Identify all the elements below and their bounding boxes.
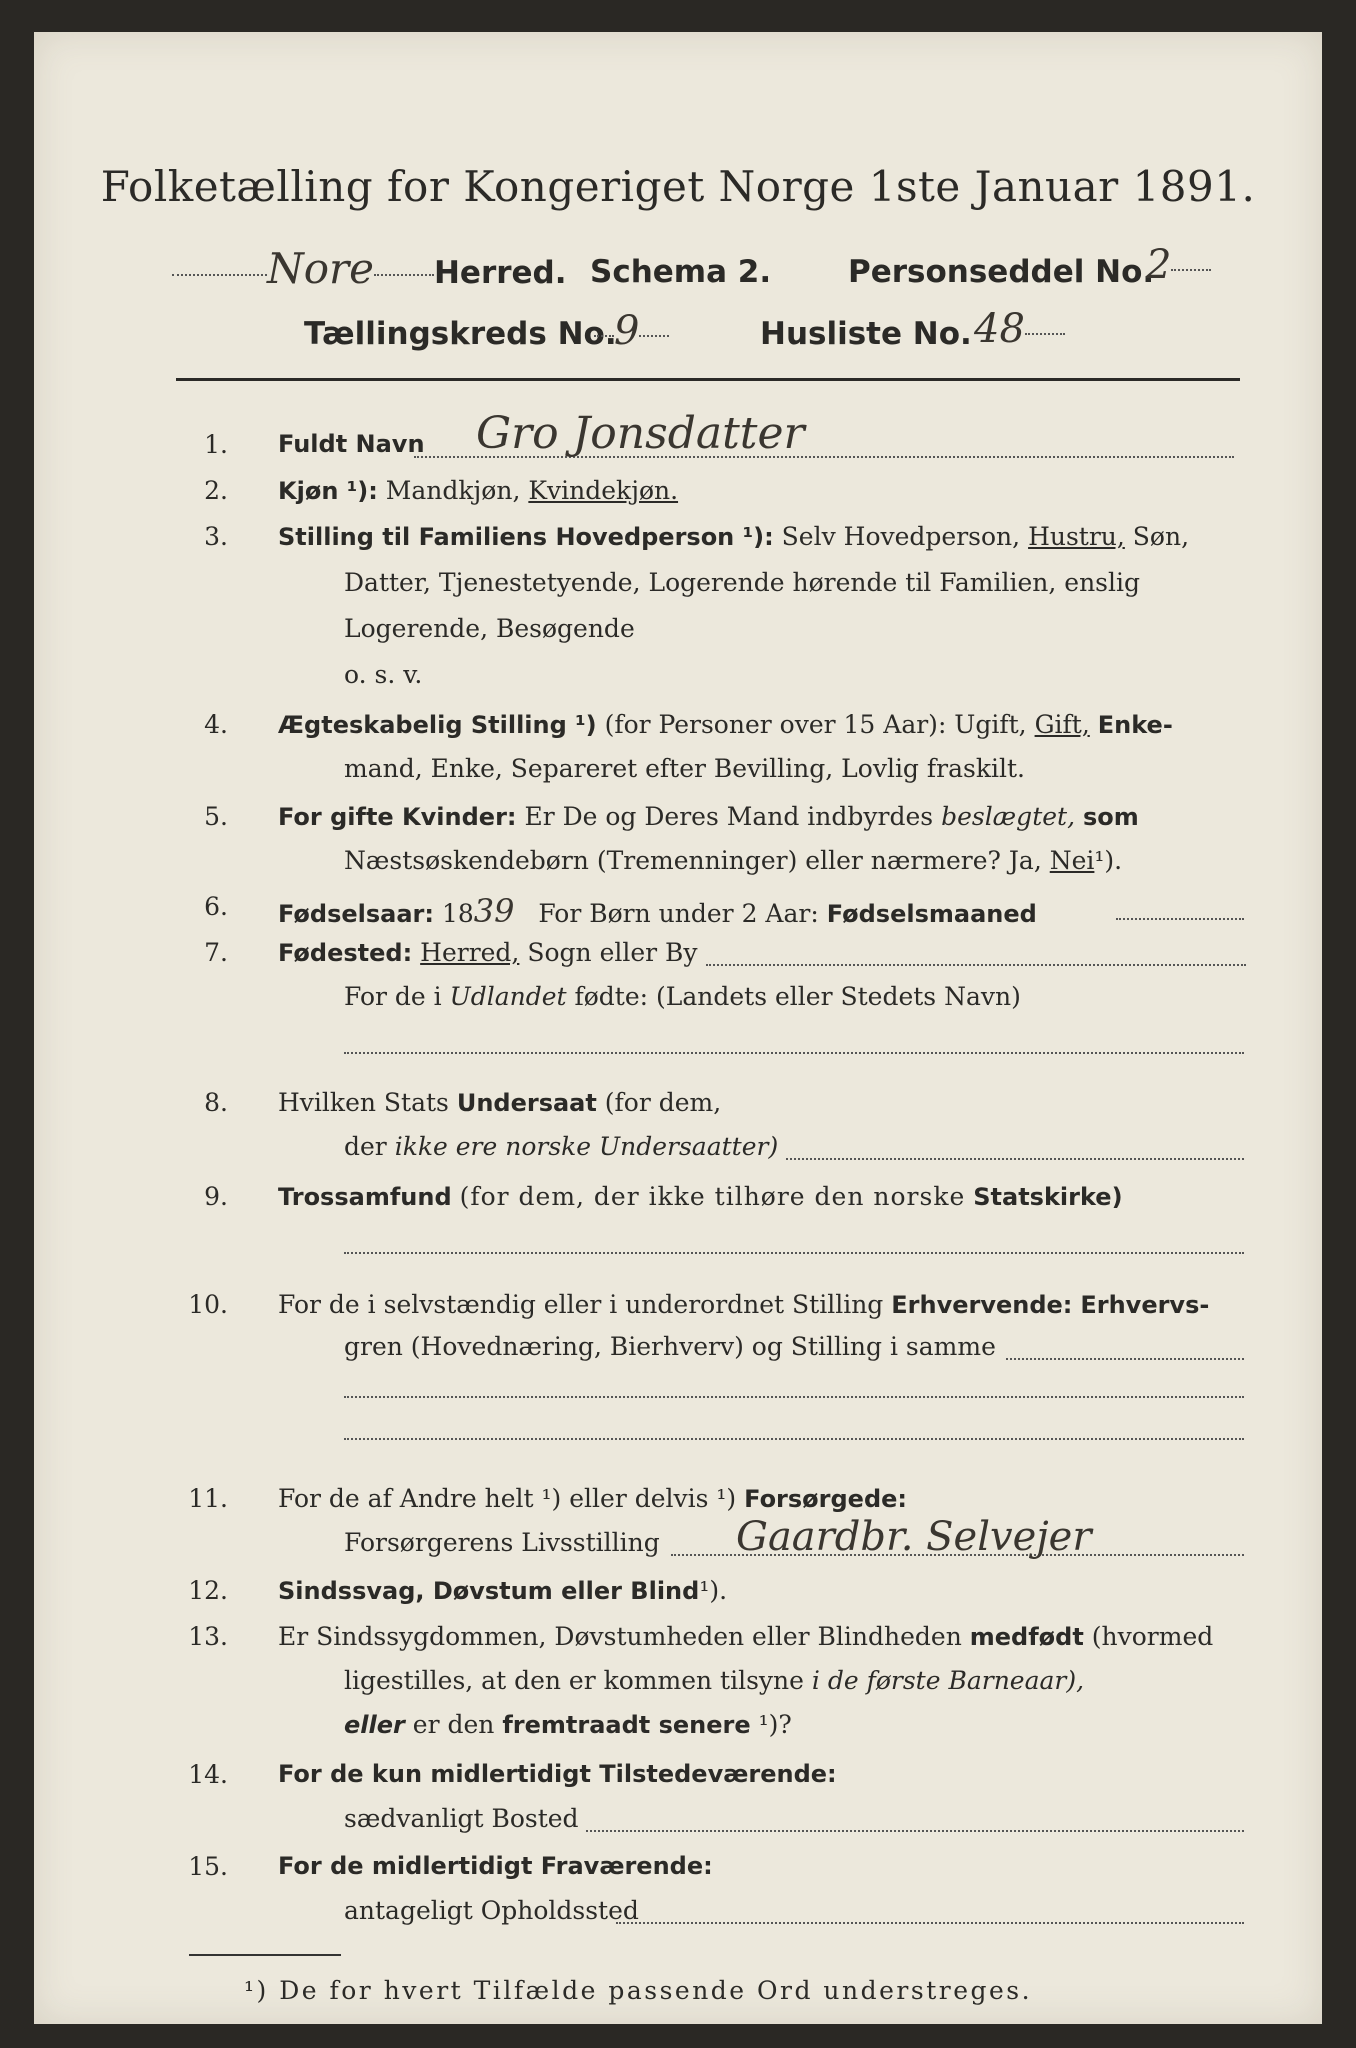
- option-gift: Gift,: [1034, 710, 1090, 739]
- item-text: ¹).: [699, 1576, 728, 1605]
- item-number: 15.: [188, 1852, 228, 1881]
- answer-livsstilling: Gaardbr. Selvejer: [736, 1514, 1092, 1560]
- answer-line: [344, 1052, 1244, 1054]
- answer-fodselsaar: 39: [473, 892, 515, 930]
- year-prefix: 18: [441, 899, 474, 928]
- item-number: 3.: [204, 522, 228, 551]
- husliste-label: Husliste No.: [760, 316, 972, 352]
- item-label: Fødested:: [278, 939, 413, 967]
- item-number: 9.: [204, 1182, 228, 1211]
- item-text: (for Personer over 15 Aar): Ugift,: [604, 710, 1027, 739]
- item-number: 10.: [188, 1290, 228, 1319]
- item-text: er den: [412, 1710, 495, 1739]
- kreds-label: Tællingskreds No.: [304, 316, 617, 352]
- answer-line: [344, 1252, 1244, 1254]
- item-text: ¹)?: [758, 1710, 792, 1739]
- item-text: For de i: [344, 982, 442, 1011]
- item-text: Hvilken Stats: [278, 1088, 449, 1117]
- item-text: Sogn eller By: [527, 938, 698, 967]
- item-text: Enke-: [1097, 711, 1173, 739]
- item-label: For gifte Kvinder:: [278, 803, 517, 831]
- item-text: Forsørgerens Livsstilling: [344, 1528, 660, 1557]
- item-number: 14.: [188, 1760, 228, 1789]
- item-text: antageligt Opholdssted: [344, 1896, 639, 1925]
- answer-fuldt-navn: Gro Jonsdatter: [476, 408, 805, 459]
- item-text: som: [1082, 803, 1139, 831]
- item-number: 13.: [188, 1622, 228, 1651]
- item-text: ¹).: [1094, 846, 1123, 875]
- item-label: Forsørgede:: [744, 1485, 908, 1513]
- herred-line: [172, 244, 567, 293]
- schema-label: Schema 2.: [590, 254, 772, 290]
- item-text: mand, Enke, Separeret efter Bevilling, Lovlig fraskilt.: [344, 754, 1025, 783]
- item-label: Fødselsaar:: [278, 900, 434, 928]
- item-text: ligestilles, at den er kommen tilsyne: [344, 1666, 804, 1695]
- item-text: Er De og Deres Mand indbyrdes: [524, 802, 934, 831]
- item-label: Undersaat: [456, 1089, 597, 1117]
- item-text: gren (Hovednæring, Bierhverv) og Stilling i samme: [344, 1332, 996, 1361]
- personseddel-value: 2: [1146, 242, 1172, 288]
- form-title: Folketælling for Kongeriget Norge 1ste Januar 1891.: [100, 162, 1256, 211]
- option-text: Søn,: [1132, 522, 1190, 551]
- item-text: beslægtet,: [941, 802, 1076, 831]
- item-text: Statskirke): [973, 1183, 1123, 1211]
- item-text: For de af Andre helt ¹) eller delvis ¹): [278, 1484, 737, 1513]
- item-number: 6.: [204, 892, 228, 921]
- item-number: 12.: [188, 1576, 228, 1605]
- personseddel-label: Personseddel No.: [848, 254, 1155, 290]
- option-nei: Nei: [1049, 846, 1095, 875]
- herred-label: Herred.: [433, 255, 567, 291]
- item-text: Næstsøskendebørn (Tremenninger) eller nærmere? Ja,: [344, 846, 1042, 875]
- item-text: der: [344, 1132, 387, 1161]
- item-label: Sindssvag, Døvstum eller Blind: [278, 1577, 700, 1605]
- item-text: o. s. v.: [344, 660, 423, 689]
- item-label: Kjøn ¹):: [278, 477, 378, 505]
- option-hustru: Hustru,: [1028, 522, 1125, 551]
- item-label: Ægteskabelig Stilling ¹): [278, 711, 597, 739]
- item-text: Udlandet: [449, 982, 567, 1011]
- item-text: i de første Barneaar),: [811, 1666, 1085, 1695]
- answer-line: [344, 1396, 1244, 1398]
- item-number: 2.: [204, 476, 228, 505]
- header-divider: [176, 378, 1240, 381]
- item-text: sædvanligt Bosted: [344, 1804, 579, 1833]
- item-label: Erhvervende:: [891, 1291, 1073, 1319]
- item-label: Fuldt Navn: [278, 430, 425, 458]
- kreds-value: 9: [614, 308, 640, 354]
- item-number: 4.: [204, 710, 228, 739]
- item-text: ikke ere norske Undersaatter): [394, 1132, 779, 1161]
- option-text: Selv Hovedperson,: [781, 522, 1021, 551]
- item-text: (for dem, der ikke tilhøre den norske: [459, 1182, 966, 1211]
- item-label: medfødt: [969, 1623, 1084, 1651]
- item-text: Er Sindssygdommen, Døvstumheden eller Blindheden: [278, 1622, 962, 1651]
- item-label: For de midlertidigt Fraværende:: [278, 1852, 713, 1880]
- item-label: Trossamfund: [278, 1183, 452, 1211]
- item-text: For de i selvstændig eller i underordnet Stilling: [278, 1290, 884, 1319]
- answer-line: [344, 1438, 1244, 1440]
- item-text: Erhvervs-: [1080, 1291, 1210, 1319]
- item-text: For Børn under 2 Aar:: [538, 899, 819, 928]
- item-text: Datter, Tjenestetyende, Logerende hørende til Familien, enslig: [344, 568, 1141, 597]
- item-number: 7.: [204, 938, 228, 967]
- husliste-value: 48: [974, 306, 1025, 352]
- option-kvindekjon: Kvindekjøn.: [528, 476, 679, 505]
- item-number: 1.: [204, 430, 228, 459]
- footnote: ¹) De for hvert Tilfælde passende Ord understreges.: [244, 1976, 1033, 2005]
- item-text: (hvormed: [1091, 1622, 1214, 1651]
- item-number: 5.: [204, 802, 228, 831]
- item-number: 11.: [188, 1484, 228, 1513]
- item-text: (for dem,: [604, 1088, 722, 1117]
- census-form-sheet: [34, 32, 1322, 2024]
- item-label: For de kun midlertidigt Tilstedeværende:: [278, 1760, 837, 1788]
- item-text: fremtraadt senere: [502, 1711, 751, 1739]
- item-number: 8.: [204, 1088, 228, 1117]
- footnote-rule: [189, 1954, 341, 1956]
- option-herred: Herred,: [420, 938, 520, 967]
- item-text: Fødselsmaaned: [826, 900, 1037, 928]
- herred-value: Nore: [267, 244, 374, 293]
- option-mandkjon: Mandkjøn,: [385, 476, 521, 505]
- item-text: Logerende, Besøgende: [344, 614, 635, 643]
- item-text: eller: [344, 1711, 405, 1739]
- item-text: fødte: (Landets eller Stedets Navn): [574, 982, 1021, 1011]
- item-label: Stilling til Familiens Hovedperson ¹):: [278, 523, 774, 551]
